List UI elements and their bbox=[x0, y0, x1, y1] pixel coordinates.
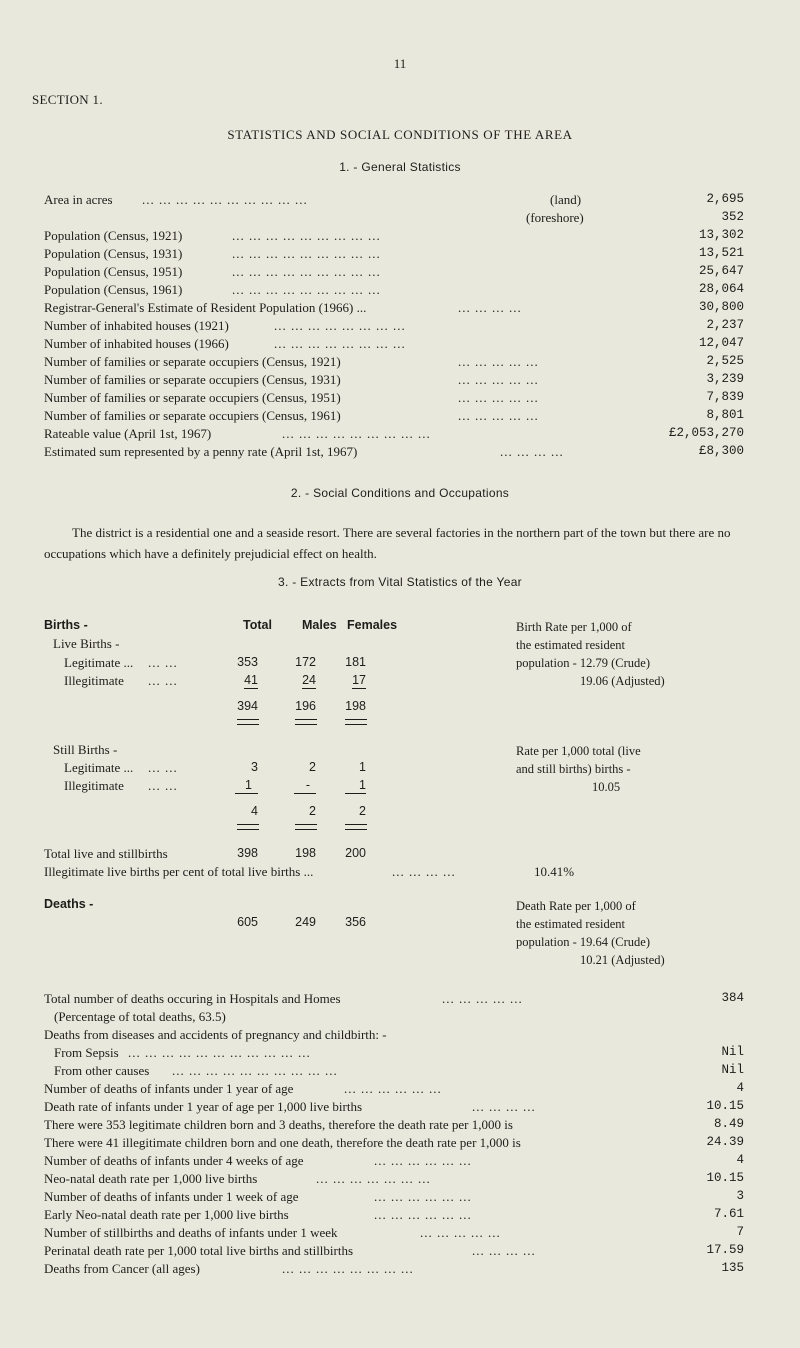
detail-label: Number of stillbirths and deaths of infants under 1 week bbox=[44, 1225, 338, 1240]
stat-row bbox=[44, 228, 744, 246]
note-line: the estimated resident bbox=[516, 638, 625, 652]
leader-dots: ... ... ... ... ... ... ... ... ... bbox=[232, 282, 381, 297]
stat-value: 12,047 bbox=[698, 336, 744, 350]
stat-value: 13,302 bbox=[698, 228, 744, 242]
stat-label: Number of families or separate occupiers (Census, 1951) bbox=[44, 390, 341, 405]
stat-label: Number of inhabited houses (1921) bbox=[44, 318, 229, 333]
detail-value: 24.39 bbox=[706, 1135, 744, 1149]
detail-value: 10.15 bbox=[706, 1171, 744, 1185]
leader-dots: ... ... ... ... bbox=[392, 864, 456, 879]
stat-row bbox=[44, 282, 744, 300]
deaths-females: 356 bbox=[345, 915, 366, 929]
leader-dots: ... ... ... ... ... ... ... ... bbox=[282, 1261, 414, 1276]
leader-dots: ... ... ... ... ... bbox=[458, 390, 539, 405]
subtotal-females: 198 bbox=[345, 699, 366, 713]
stat-row bbox=[44, 372, 744, 390]
detail-label: Deaths from Cancer (all ages) bbox=[44, 1261, 200, 1276]
stat-label: Population (Census, 1961) bbox=[44, 282, 183, 297]
leader-dots: ... ... ... ... ... bbox=[458, 354, 539, 369]
detail-value: Nil bbox=[721, 1045, 744, 1059]
leader-dots: ... ... ... ... ... bbox=[458, 372, 539, 387]
cell-males bbox=[276, 673, 316, 687]
cell-males-value: - bbox=[294, 778, 316, 794]
subtotal-females: 2 bbox=[359, 804, 366, 818]
note-line: population - 12.79 (Crude) bbox=[516, 656, 651, 670]
double-rule bbox=[295, 824, 317, 830]
cell-females: 1 bbox=[359, 760, 366, 774]
still-births-label: Still Births - bbox=[53, 742, 118, 757]
detail-label: Neo-natal death rate per 1,000 live births bbox=[44, 1171, 258, 1186]
cell-total: 353 bbox=[237, 655, 258, 669]
general-statistics-heading: 1. - General Statistics bbox=[339, 160, 461, 174]
deaths-label: Deaths - bbox=[44, 897, 94, 911]
stat-label: Rateable value (April 1st, 1967) bbox=[44, 426, 212, 441]
note-line: Rate per 1,000 total (live bbox=[516, 744, 641, 758]
cell-males-value: 24 bbox=[302, 673, 316, 687]
note-line: 19.06 (Adjusted) bbox=[580, 674, 665, 688]
subtotal-males: 196 bbox=[295, 699, 316, 713]
detail-value: Nil bbox=[721, 1063, 744, 1077]
detail-label: Deaths from diseases and accidents of pregnancy and childbirth: - bbox=[44, 1027, 387, 1042]
stat-row bbox=[44, 192, 744, 210]
births-label: Births - bbox=[44, 618, 88, 632]
stat-value: 7,839 bbox=[706, 390, 744, 404]
detail-value: 135 bbox=[721, 1261, 744, 1275]
detail-value: 384 bbox=[721, 991, 744, 1005]
column-header-total: Total bbox=[243, 618, 272, 632]
detail-label: There were 353 legitimate children born and 3 deaths, therefore the death rate per 1,000 is bbox=[44, 1117, 513, 1132]
detail-row bbox=[44, 1009, 744, 1027]
stat-label: Population (Census, 1951) bbox=[44, 264, 183, 279]
stat-label: Area in acres bbox=[44, 192, 113, 207]
detail-row bbox=[44, 1189, 744, 1207]
subtotal-total: 4 bbox=[251, 804, 258, 818]
stat-label: Number of families or separate occupiers (Census, 1921) bbox=[44, 354, 341, 369]
cell-females bbox=[326, 778, 366, 792]
leader-dots: ... ... ... ... ... ... ... ... ... ... bbox=[172, 1063, 338, 1078]
cell-total bbox=[218, 673, 258, 687]
stat-row bbox=[44, 300, 744, 318]
double-rule bbox=[295, 719, 317, 725]
stat-value: 13,521 bbox=[698, 246, 744, 260]
stat-value: 8,801 bbox=[706, 408, 744, 422]
cell-females bbox=[326, 673, 366, 687]
stat-qualifier: (foreshore) bbox=[526, 210, 584, 225]
total-live-still-label: Total live and stillbirths bbox=[44, 846, 168, 861]
leader-dots: ... ... ... ... ... ... ... ... ... bbox=[232, 264, 381, 279]
leader-dots: ... ... bbox=[148, 655, 178, 670]
page-title: STATISTICS AND SOCIAL CONDITIONS OF THE AREA bbox=[227, 127, 573, 142]
detail-value: 10.15 bbox=[706, 1099, 744, 1113]
note-line: 10.05 bbox=[592, 780, 621, 794]
leader-dots: ... ... ... ... ... bbox=[442, 991, 523, 1006]
leader-dots: ... ... ... ... ... ... ... ... ... bbox=[232, 228, 381, 243]
row-label: Legitimate ... bbox=[64, 760, 134, 775]
stat-value: 2,695 bbox=[706, 192, 744, 206]
detail-value: 4 bbox=[736, 1081, 744, 1095]
detail-label: Early Neo-natal death rate per 1,000 live births bbox=[44, 1207, 289, 1222]
stat-label: Population (Census, 1931) bbox=[44, 246, 183, 261]
leader-dots: ... ... bbox=[148, 760, 178, 775]
detail-value: 4 bbox=[736, 1153, 744, 1167]
stat-row bbox=[44, 210, 744, 228]
still-birth-rate-note bbox=[516, 742, 641, 796]
stat-value: 352 bbox=[721, 210, 744, 224]
leader-dots: ... ... ... ... ... ... ... ... ... ... ... bbox=[128, 1045, 311, 1060]
leader-dots: ... ... ... ... ... ... ... ... bbox=[274, 336, 406, 351]
live-births-label: Live Births - bbox=[53, 636, 120, 651]
stat-qualifier: (land) bbox=[550, 192, 582, 207]
leader-dots: ... ... ... ... ... ... bbox=[374, 1153, 472, 1168]
note-line: population - 19.64 (Crude) bbox=[516, 935, 651, 949]
detail-row bbox=[44, 1243, 744, 1261]
leader-dots: ... ... ... ... ... ... ... bbox=[316, 1171, 431, 1186]
detail-row bbox=[44, 1171, 744, 1189]
stat-row bbox=[44, 264, 744, 282]
detail-row bbox=[44, 1045, 744, 1063]
stat-value: £2,053,270 bbox=[668, 426, 744, 440]
leader-dots: ... ... bbox=[148, 778, 178, 793]
detail-label: Number of deaths of infants under 1 year of age bbox=[44, 1081, 294, 1096]
double-rule bbox=[345, 824, 367, 830]
vital-statistics-heading: 3. - Extracts from Vital Statistics of the Year bbox=[278, 575, 522, 589]
leader-dots: ... ... ... ... bbox=[500, 444, 564, 459]
stat-value: 3,239 bbox=[706, 372, 744, 386]
stat-label: Registrar-General's Estimate of Resident Population (1966) ... bbox=[44, 300, 367, 315]
detail-label: From other causes bbox=[54, 1063, 150, 1078]
stat-row bbox=[44, 246, 744, 264]
stat-value: 2,237 bbox=[706, 318, 744, 332]
detail-value: 17.59 bbox=[706, 1243, 744, 1257]
cell-total-value: 1 bbox=[235, 778, 258, 794]
row-label: Illegitimate bbox=[64, 673, 124, 688]
detail-row bbox=[44, 1063, 744, 1081]
note-line: Death Rate per 1,000 of bbox=[516, 899, 636, 913]
cell-total bbox=[218, 778, 258, 792]
cell-total: 3 bbox=[251, 760, 258, 774]
detail-row bbox=[44, 1207, 744, 1225]
column-header-females: Females bbox=[347, 618, 398, 632]
cell-males: 198 bbox=[295, 846, 316, 860]
leader-dots: ... ... ... ... bbox=[458, 300, 522, 315]
cell-females-value: 1 bbox=[345, 778, 366, 794]
illegitimate-percent-value: 10.41% bbox=[534, 864, 575, 879]
cell-males: 2 bbox=[309, 760, 316, 774]
stat-row bbox=[44, 336, 744, 354]
social-conditions-paragraph: The district is a residential one and a seaside resort. There are several factories in the northern part of the town but there are no occupations which have a definitely prejudicial effect on health. bbox=[44, 525, 731, 561]
stat-value: 2,525 bbox=[706, 354, 744, 368]
leader-dots: ... ... ... ... ... ... ... ... ... bbox=[232, 246, 381, 261]
cell-females: 200 bbox=[345, 846, 366, 860]
detail-row bbox=[44, 1135, 744, 1153]
stat-row bbox=[44, 426, 744, 444]
stat-row bbox=[44, 444, 744, 462]
detail-label: Number of deaths of infants under 4 weeks of age bbox=[44, 1153, 304, 1168]
double-rule bbox=[237, 824, 259, 830]
detail-row bbox=[44, 1261, 744, 1279]
note-line: Birth Rate per 1,000 of bbox=[516, 620, 632, 634]
stat-row bbox=[44, 408, 744, 426]
stat-value: 30,800 bbox=[698, 300, 744, 314]
stat-row bbox=[44, 318, 744, 336]
detail-value: 3 bbox=[736, 1189, 744, 1203]
section-label: SECTION 1. bbox=[32, 92, 103, 107]
detail-label: Death rate of infants under 1 year of age per 1,000 live births bbox=[44, 1099, 363, 1114]
detail-label: Total number of deaths occuring in Hospitals and Homes bbox=[44, 991, 341, 1006]
detail-value: 7.61 bbox=[713, 1207, 744, 1221]
detail-row bbox=[44, 1099, 744, 1117]
page-number: 11 bbox=[393, 56, 407, 71]
leader-dots: ... ... ... ... ... ... ... ... ... ... bbox=[142, 192, 308, 207]
row-label: Legitimate ... bbox=[64, 655, 134, 670]
leader-dots: ... ... ... ... bbox=[472, 1099, 536, 1114]
illegitimate-percent-label: Illegitimate live births per cent of total live births ... bbox=[44, 864, 314, 879]
leader-dots: ... ... ... ... ... ... ... ... ... bbox=[282, 426, 431, 441]
detail-row bbox=[44, 991, 744, 1009]
leader-dots: ... ... ... ... bbox=[472, 1243, 536, 1258]
detail-label: From Sepsis bbox=[54, 1045, 119, 1060]
leader-dots: ... ... ... ... ... ... bbox=[344, 1081, 442, 1096]
subtotal-total: 394 bbox=[237, 699, 258, 713]
detail-label: Perinatal death rate per 1,000 total live births and stillbirths bbox=[44, 1243, 354, 1258]
stat-label: Estimated sum represented by a penny rate (April 1st, 1967) bbox=[44, 444, 358, 459]
cell-males bbox=[276, 778, 316, 792]
detail-value: 7 bbox=[736, 1225, 744, 1239]
cell-females: 181 bbox=[345, 655, 366, 669]
double-rule bbox=[237, 719, 259, 725]
stat-value: £8,300 bbox=[698, 444, 744, 458]
cell-total: 398 bbox=[237, 846, 258, 860]
stat-value: 28,064 bbox=[698, 282, 744, 296]
stat-label: Number of families or separate occupiers (Census, 1961) bbox=[44, 408, 341, 423]
stat-label: Number of inhabited houses (1966) bbox=[44, 336, 229, 351]
detail-label: Number of deaths of infants under 1 week of age bbox=[44, 1189, 299, 1204]
leader-dots: ... ... ... ... ... bbox=[458, 408, 539, 423]
row-label: Illegitimate bbox=[64, 778, 124, 793]
cell-total-value: 41 bbox=[244, 673, 258, 687]
deaths-total: 605 bbox=[237, 915, 258, 929]
deaths-males: 249 bbox=[295, 915, 316, 929]
detail-label: (Percentage of total deaths, 63.5) bbox=[54, 1009, 226, 1024]
stat-value: 25,647 bbox=[698, 264, 744, 278]
birth-rate-note bbox=[516, 618, 665, 690]
cell-females-value: 17 bbox=[352, 673, 366, 687]
detail-label: There were 41 illegitimate children born and one death, therefore the death rate per 1,000 is bbox=[44, 1135, 521, 1150]
social-conditions-heading: 2. - Social Conditions and Occupations bbox=[290, 486, 510, 500]
leader-dots: ... ... ... ... ... ... bbox=[374, 1189, 472, 1204]
detail-row bbox=[44, 1225, 744, 1243]
double-rule bbox=[345, 719, 367, 725]
subtotal-males: 2 bbox=[309, 804, 316, 818]
stat-label: Number of families or separate occupiers (Census, 1931) bbox=[44, 372, 341, 387]
detail-value: 8.49 bbox=[713, 1117, 744, 1131]
detail-row bbox=[44, 1117, 744, 1135]
leader-dots: ... ... ... ... ... ... bbox=[374, 1207, 472, 1222]
stat-row bbox=[44, 390, 744, 408]
column-header-males: Males bbox=[302, 618, 337, 632]
note-line: the estimated resident bbox=[516, 917, 625, 931]
detail-row bbox=[44, 1027, 744, 1045]
detail-row bbox=[44, 1153, 744, 1171]
stat-label: Population (Census, 1921) bbox=[44, 228, 183, 243]
note-line: and still births) births - bbox=[516, 762, 631, 776]
stat-row bbox=[44, 354, 744, 372]
leader-dots: ... ... ... ... ... ... ... ... bbox=[274, 318, 406, 333]
note-line: 10.21 (Adjusted) bbox=[580, 953, 665, 967]
leader-dots: ... ... bbox=[148, 673, 178, 688]
detail-row bbox=[44, 1081, 744, 1099]
cell-males: 172 bbox=[295, 655, 316, 669]
death-rate-note bbox=[516, 897, 665, 969]
leader-dots: ... ... ... ... ... bbox=[420, 1225, 501, 1240]
